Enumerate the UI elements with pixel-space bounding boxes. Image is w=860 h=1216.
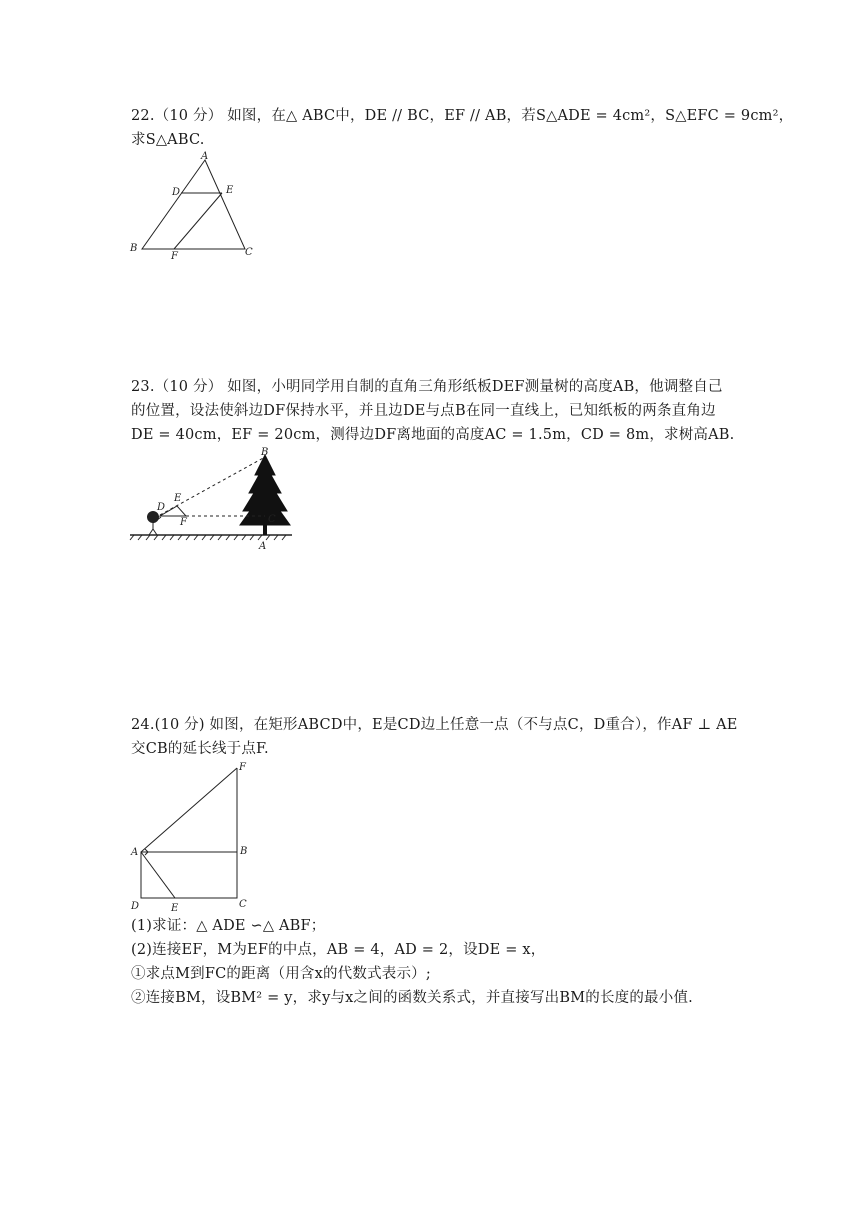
label-e: E (174, 493, 182, 504)
q22-triangle-figure (125, 148, 260, 263)
label-a: A (201, 151, 209, 162)
label-a: A (131, 847, 139, 858)
label-a: A (259, 541, 267, 552)
label-b: B (240, 846, 248, 857)
label-b: B (130, 243, 138, 254)
label-d: D (131, 901, 140, 912)
q23-line-2: 的位置，设法使斜边DF保持水平，并且边DE与点B在同一直线上，已知纸板的两条直角边 (131, 403, 716, 419)
label-c: C (245, 247, 253, 258)
label-f: F (239, 762, 246, 773)
q22-line-2: 求S△ABC. (131, 132, 205, 148)
tree-icon (240, 455, 290, 535)
q24-part-1: (1)求证：△ ADE ∽△ ABF； (131, 918, 326, 934)
label-f: F (171, 251, 178, 262)
q22-line-1: 22.（10 分） 如图，在△ ABC中，DE // BC，EF // AB，若S△ADE = 4cm²，S△EFC = 9cm²， (131, 108, 794, 124)
person-icon (148, 512, 162, 536)
q24-rectangle-figure (128, 758, 258, 914)
q24-line-2: 交CB的延长线于点F. (131, 741, 269, 757)
label-c: C (239, 899, 247, 910)
label-d: D (157, 502, 166, 513)
label-e: E (226, 185, 234, 196)
q24-sub-1: ①求点M到FC的距离（用含x的代数式表示）; (131, 966, 431, 982)
triangle-abc (142, 160, 245, 249)
label-e: E (171, 903, 179, 914)
segment-ae (141, 852, 175, 898)
q24-part-2: (2)连接EF，M为EF的中点，AB = 4，AD = 2，设DE = x， (131, 942, 546, 958)
q24-sub-2: ②连接BM，设BM² = y，求y与x之间的函数关系式，并直接写出BM的长度的最小值. (131, 990, 693, 1006)
label-c: C (268, 514, 276, 525)
q24-line-1: 24.(10 分) 如图，在矩形ABCD中，E是CD边上任意一点（不与点C，D重合），作AF ⊥ AE (131, 717, 738, 733)
rectangle-abcd (141, 852, 237, 898)
segment-af (141, 768, 237, 852)
q23-line-3: DE = 40cm，EF = 20cm，测得边DF离地面的高度AC = 1.5m，CD = 8m，求树高AB. (131, 427, 735, 443)
label-d: D (172, 187, 181, 198)
label-f: F (180, 517, 187, 528)
label-b: B (261, 447, 269, 458)
segment-ef (174, 193, 222, 249)
q23-tree-figure (128, 445, 298, 555)
q23-line-1: 23.（10 分） 如图，小明同学用自制的直角三角形纸板DEF测量树的高度AB，他调整自己 (131, 379, 723, 395)
